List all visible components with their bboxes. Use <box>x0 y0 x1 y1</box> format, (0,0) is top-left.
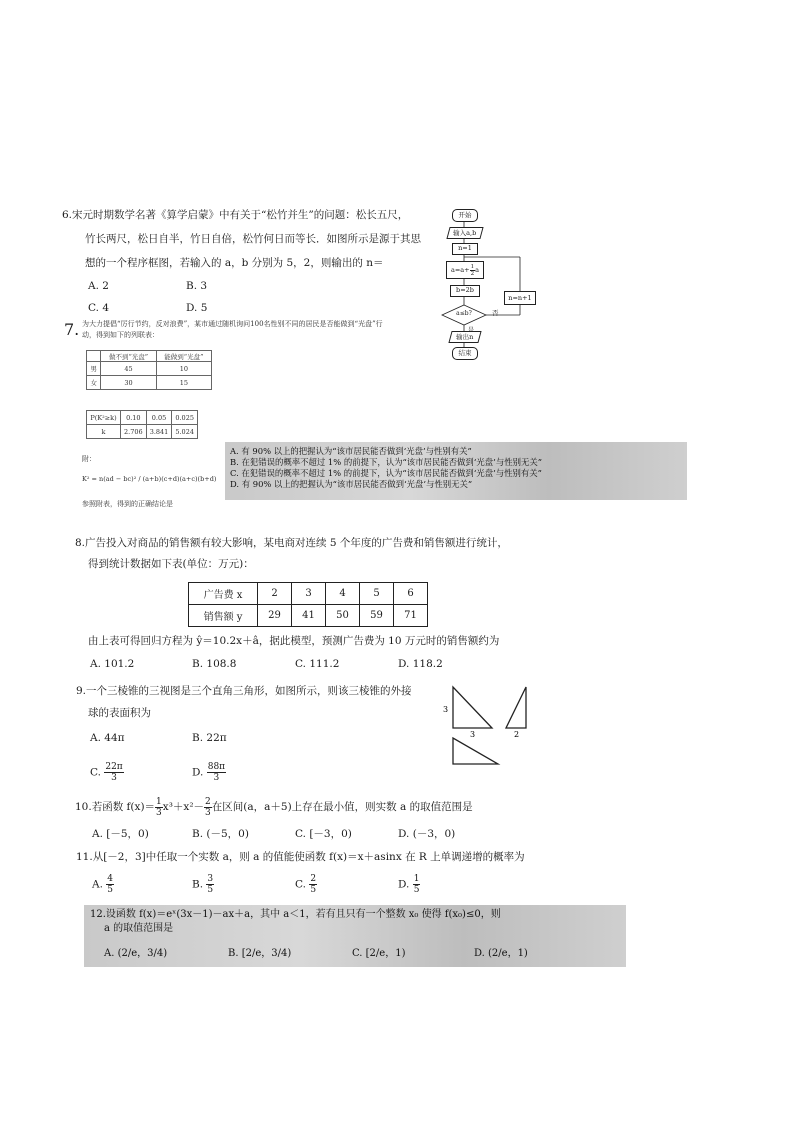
front-view-triangle <box>453 687 492 728</box>
option-label: A. <box>92 878 103 891</box>
table-cell: 能做到“光盘” <box>156 351 211 362</box>
table-cell <box>87 351 101 362</box>
label-height: 3 <box>443 705 449 714</box>
frac-num: 1 <box>413 874 420 884</box>
table-cell: 41 <box>292 605 326 627</box>
q7-option-b[interactable]: B. 在犯错误的概率不超过 1% 的前提下，认为“该市居民能否做到‘光盘’与性别无关” <box>230 457 542 467</box>
q7-critical-table <box>86 410 198 439</box>
frac-den: 3 <box>111 773 117 783</box>
q10-option-d[interactable]: D. (－3，0) <box>398 828 456 840</box>
frac-den: 5 <box>413 885 420 895</box>
q11-option-c[interactable] <box>295 874 317 895</box>
q9-line1: 9.一个三棱锥的三视图是三个直角三角形，如图所示，则该三棱锥的外接 <box>76 685 412 697</box>
q8-option-c[interactable]: C. 111.2 <box>295 658 340 670</box>
option-fraction <box>106 874 114 895</box>
q8-line2: 得到统计数据如下表(单位：万元)： <box>88 558 254 570</box>
table-cell: 做不到“光盘” <box>101 351 156 362</box>
option-label: C. <box>90 766 101 779</box>
q12-option-b[interactable]: B. [2/e，3/4) <box>228 948 292 959</box>
flowchart-input-text: 输入a,b <box>453 229 477 237</box>
flowchart-condition: a≤b? <box>456 310 472 317</box>
q10-option-a[interactable]: A. [－5，0) <box>92 828 149 840</box>
flowchart-step-a <box>446 261 484 279</box>
q12-line1: 12.设函数 f(x)＝eˣ(3x－1)－ax＋a，其中 a＜1，若有且只有一个整数 x₀ 使得 f(x₀)≤0，则 <box>90 909 501 920</box>
flowchart-end: 结束 <box>452 347 478 360</box>
q7-option-c[interactable]: C. 在犯错误的概率不超过 1% 的前提下，认为“该市居民能否做到‘光盘’与性别有关” <box>230 468 542 478</box>
flowchart-increment: n=n+1 <box>504 291 536 305</box>
flowchart-no: 否 <box>492 309 499 317</box>
frac-den: 3 <box>205 807 211 818</box>
q8-option-a[interactable]: A. 101.2 <box>90 658 135 670</box>
table-cell: 女 <box>87 376 101 390</box>
flowchart-output <box>448 331 481 343</box>
q7-contingency-table <box>86 350 212 390</box>
three-view-diagram <box>440 682 540 770</box>
q10-mid: x³＋x²－ <box>162 801 205 813</box>
step-a-tail: a <box>475 266 480 274</box>
table-cell: P(K²≥k) <box>87 411 121 425</box>
q12-option-d[interactable]: D. (2/e，1) <box>474 948 528 959</box>
frac-num: 4 <box>107 874 113 884</box>
q8-line1: 8.广告投入对商品的销售额有较大影响，某电商对连续 5 个年度的广告费和销售额进行统计， <box>75 537 508 549</box>
q10-post: 在区间(a，a＋5)上存在最小值，则实数 a 的取值范围是 <box>211 801 473 813</box>
table-cell: 71 <box>394 605 428 627</box>
q10-frac2 <box>204 797 212 818</box>
flowchart-output-text: 输出n <box>456 333 474 341</box>
table-cell: 10 <box>156 362 211 376</box>
option-c-fraction <box>104 762 123 783</box>
q9-line2: 球的表面积为 <box>88 707 151 719</box>
q7-option-a[interactable]: A. 有 90% 以上的把握认为“该市居民能否做到‘光盘’与性别有关” <box>230 446 472 456</box>
option-fraction <box>309 874 317 895</box>
table-cell: 4 <box>326 583 360 605</box>
q11-line1: 11.从[－2，3]中任取一个实数 a，则 a 的值能使函数 f(x)＝x＋asinx 在 R 上单调递增的概率为 <box>76 851 525 863</box>
q11-option-b[interactable] <box>192 874 214 895</box>
option-label: D. <box>192 766 204 779</box>
step-a-text: a=a+ <box>450 266 470 274</box>
table-cell: 5 <box>360 583 394 605</box>
table-cell: 45 <box>101 362 156 376</box>
q7-intro-1: 为大力提倡“厉行节约，反对浪费”，某市通过随机询问100名性别不同的居民是否能做到“光盘”行 <box>82 320 383 328</box>
side-view-triangle <box>506 687 526 728</box>
option-fraction <box>413 874 421 895</box>
q10-frac1 <box>155 797 163 818</box>
table-cell: 0.05 <box>146 411 172 425</box>
frac-num: 88π <box>207 762 226 772</box>
step-a-num: 1 <box>470 263 475 270</box>
frac-den: 5 <box>207 885 214 895</box>
q7-options <box>230 446 542 490</box>
table-row <box>189 583 428 605</box>
label-width: 2 <box>514 730 520 739</box>
q9-option-d[interactable] <box>192 762 226 783</box>
q11-option-a[interactable] <box>92 874 114 895</box>
q6-line1: 6.宋元时期数学名著《算学启蒙》中有关于“松竹并生”的问题：松长五尺， <box>62 209 409 221</box>
table-row <box>87 376 212 390</box>
frac-num: 2 <box>205 796 211 807</box>
table-cell: k <box>87 425 121 439</box>
q11-option-d[interactable] <box>398 874 420 895</box>
table-cell: 30 <box>101 376 156 390</box>
frac-num: 22π <box>105 762 123 772</box>
q8-option-d[interactable]: D. 118.2 <box>398 658 443 670</box>
q6-option-c[interactable]: C. 4 <box>88 302 110 314</box>
q9-option-a[interactable]: A. 44π <box>90 732 125 744</box>
flowchart-step-b: b=2b <box>450 285 480 297</box>
q6-line3: 想的一个程序框图，若输入的 a，b 分别为 5，2，则输出的 n＝ <box>85 257 384 269</box>
q6-option-d[interactable]: D. 5 <box>186 302 208 314</box>
table-row <box>87 351 212 362</box>
table-cell: 29 <box>258 605 292 627</box>
option-label: D. <box>398 878 410 891</box>
frac-num: 3 <box>207 874 214 884</box>
q10-line <box>75 796 473 818</box>
table-cell: 6 <box>394 583 428 605</box>
q6-line2: 竹长两尺，松日自半，竹日自倍，松竹何日而等长．如图所示是源于其思 <box>85 233 421 245</box>
table-row <box>189 605 428 627</box>
frac-num: 1 <box>156 796 162 807</box>
table-cell: 5.024 <box>172 425 198 439</box>
q7-option-d[interactable]: D. 有 90% 以上的把握认为“该市居民能否做到‘光盘’与性别无关” <box>230 479 473 489</box>
q10-pre: 10.若函数 f(x)＝ <box>75 801 156 813</box>
q6-option-b[interactable]: B. 3 <box>186 280 208 292</box>
option-label: B. <box>192 878 204 891</box>
q9-option-c[interactable] <box>90 762 124 783</box>
table-cell: 0.10 <box>121 411 147 425</box>
q8-data-table <box>188 582 428 627</box>
flowchart-init: n=1 <box>452 243 478 255</box>
table-cell: 3.841 <box>146 425 172 439</box>
table-cell: 50 <box>326 605 360 627</box>
table-row <box>87 425 198 439</box>
table-cell: 15 <box>156 376 211 390</box>
q8-line3: 由上表可得回归方程为 ŷ＝10.2x＋â，据此模型，预测广告费为 10 万元时的销售额约为 <box>88 635 500 647</box>
table-cell: 销售额 y <box>189 605 258 627</box>
q8-option-b[interactable]: B. 108.8 <box>192 658 237 670</box>
q7-formula: K² = n(ad − bc)² / (a+b)(c+d)(a+c)(b+d) <box>82 475 217 483</box>
frac-den: 3 <box>156 807 162 818</box>
flowchart-input <box>446 227 483 239</box>
table-cell: 0.025 <box>172 411 198 425</box>
q7-number: 7. <box>64 320 80 339</box>
q10-option-b[interactable]: B. (－5，0) <box>192 828 249 840</box>
q9-option-b[interactable]: B. 22π <box>192 732 227 744</box>
frac-den: 5 <box>310 885 317 895</box>
flowchart-start: 开始 <box>452 209 478 222</box>
frac-num: 2 <box>310 874 317 884</box>
q12-option-a[interactable]: A. (2/e，3/4) <box>104 948 168 959</box>
q10-option-c[interactable]: C. [－3，0) <box>295 828 352 840</box>
q7-note: 附： <box>82 455 96 463</box>
table-cell: 2.706 <box>121 425 147 439</box>
table-cell: 2 <box>258 583 292 605</box>
option-fraction <box>206 874 214 895</box>
table-cell: 3 <box>292 583 326 605</box>
step-a-den: 2 <box>470 270 475 277</box>
table-cell: 广告费 x <box>189 583 258 605</box>
top-view-triangle <box>453 738 498 764</box>
q7-intro-2: 动，得到如下的列联表： <box>82 331 159 339</box>
frac-den: 5 <box>107 885 113 895</box>
option-label: C. <box>295 878 306 891</box>
option-d-fraction <box>207 762 226 783</box>
table-cell: 男 <box>87 362 101 376</box>
table-row <box>87 362 212 376</box>
q12-option-c[interactable]: C. [2/e，1) <box>352 948 406 959</box>
q7-reference: 参照附表，得到的正确结论是 <box>82 500 173 508</box>
table-row <box>87 411 198 425</box>
q6-flowchart <box>440 205 535 365</box>
q6-option-a[interactable]: A. 2 <box>88 280 109 292</box>
table-cell: 59 <box>360 605 394 627</box>
q12-line2: a 的取值范围是 <box>104 923 174 934</box>
frac-den: 3 <box>213 773 220 783</box>
label-base: 3 <box>470 730 476 739</box>
